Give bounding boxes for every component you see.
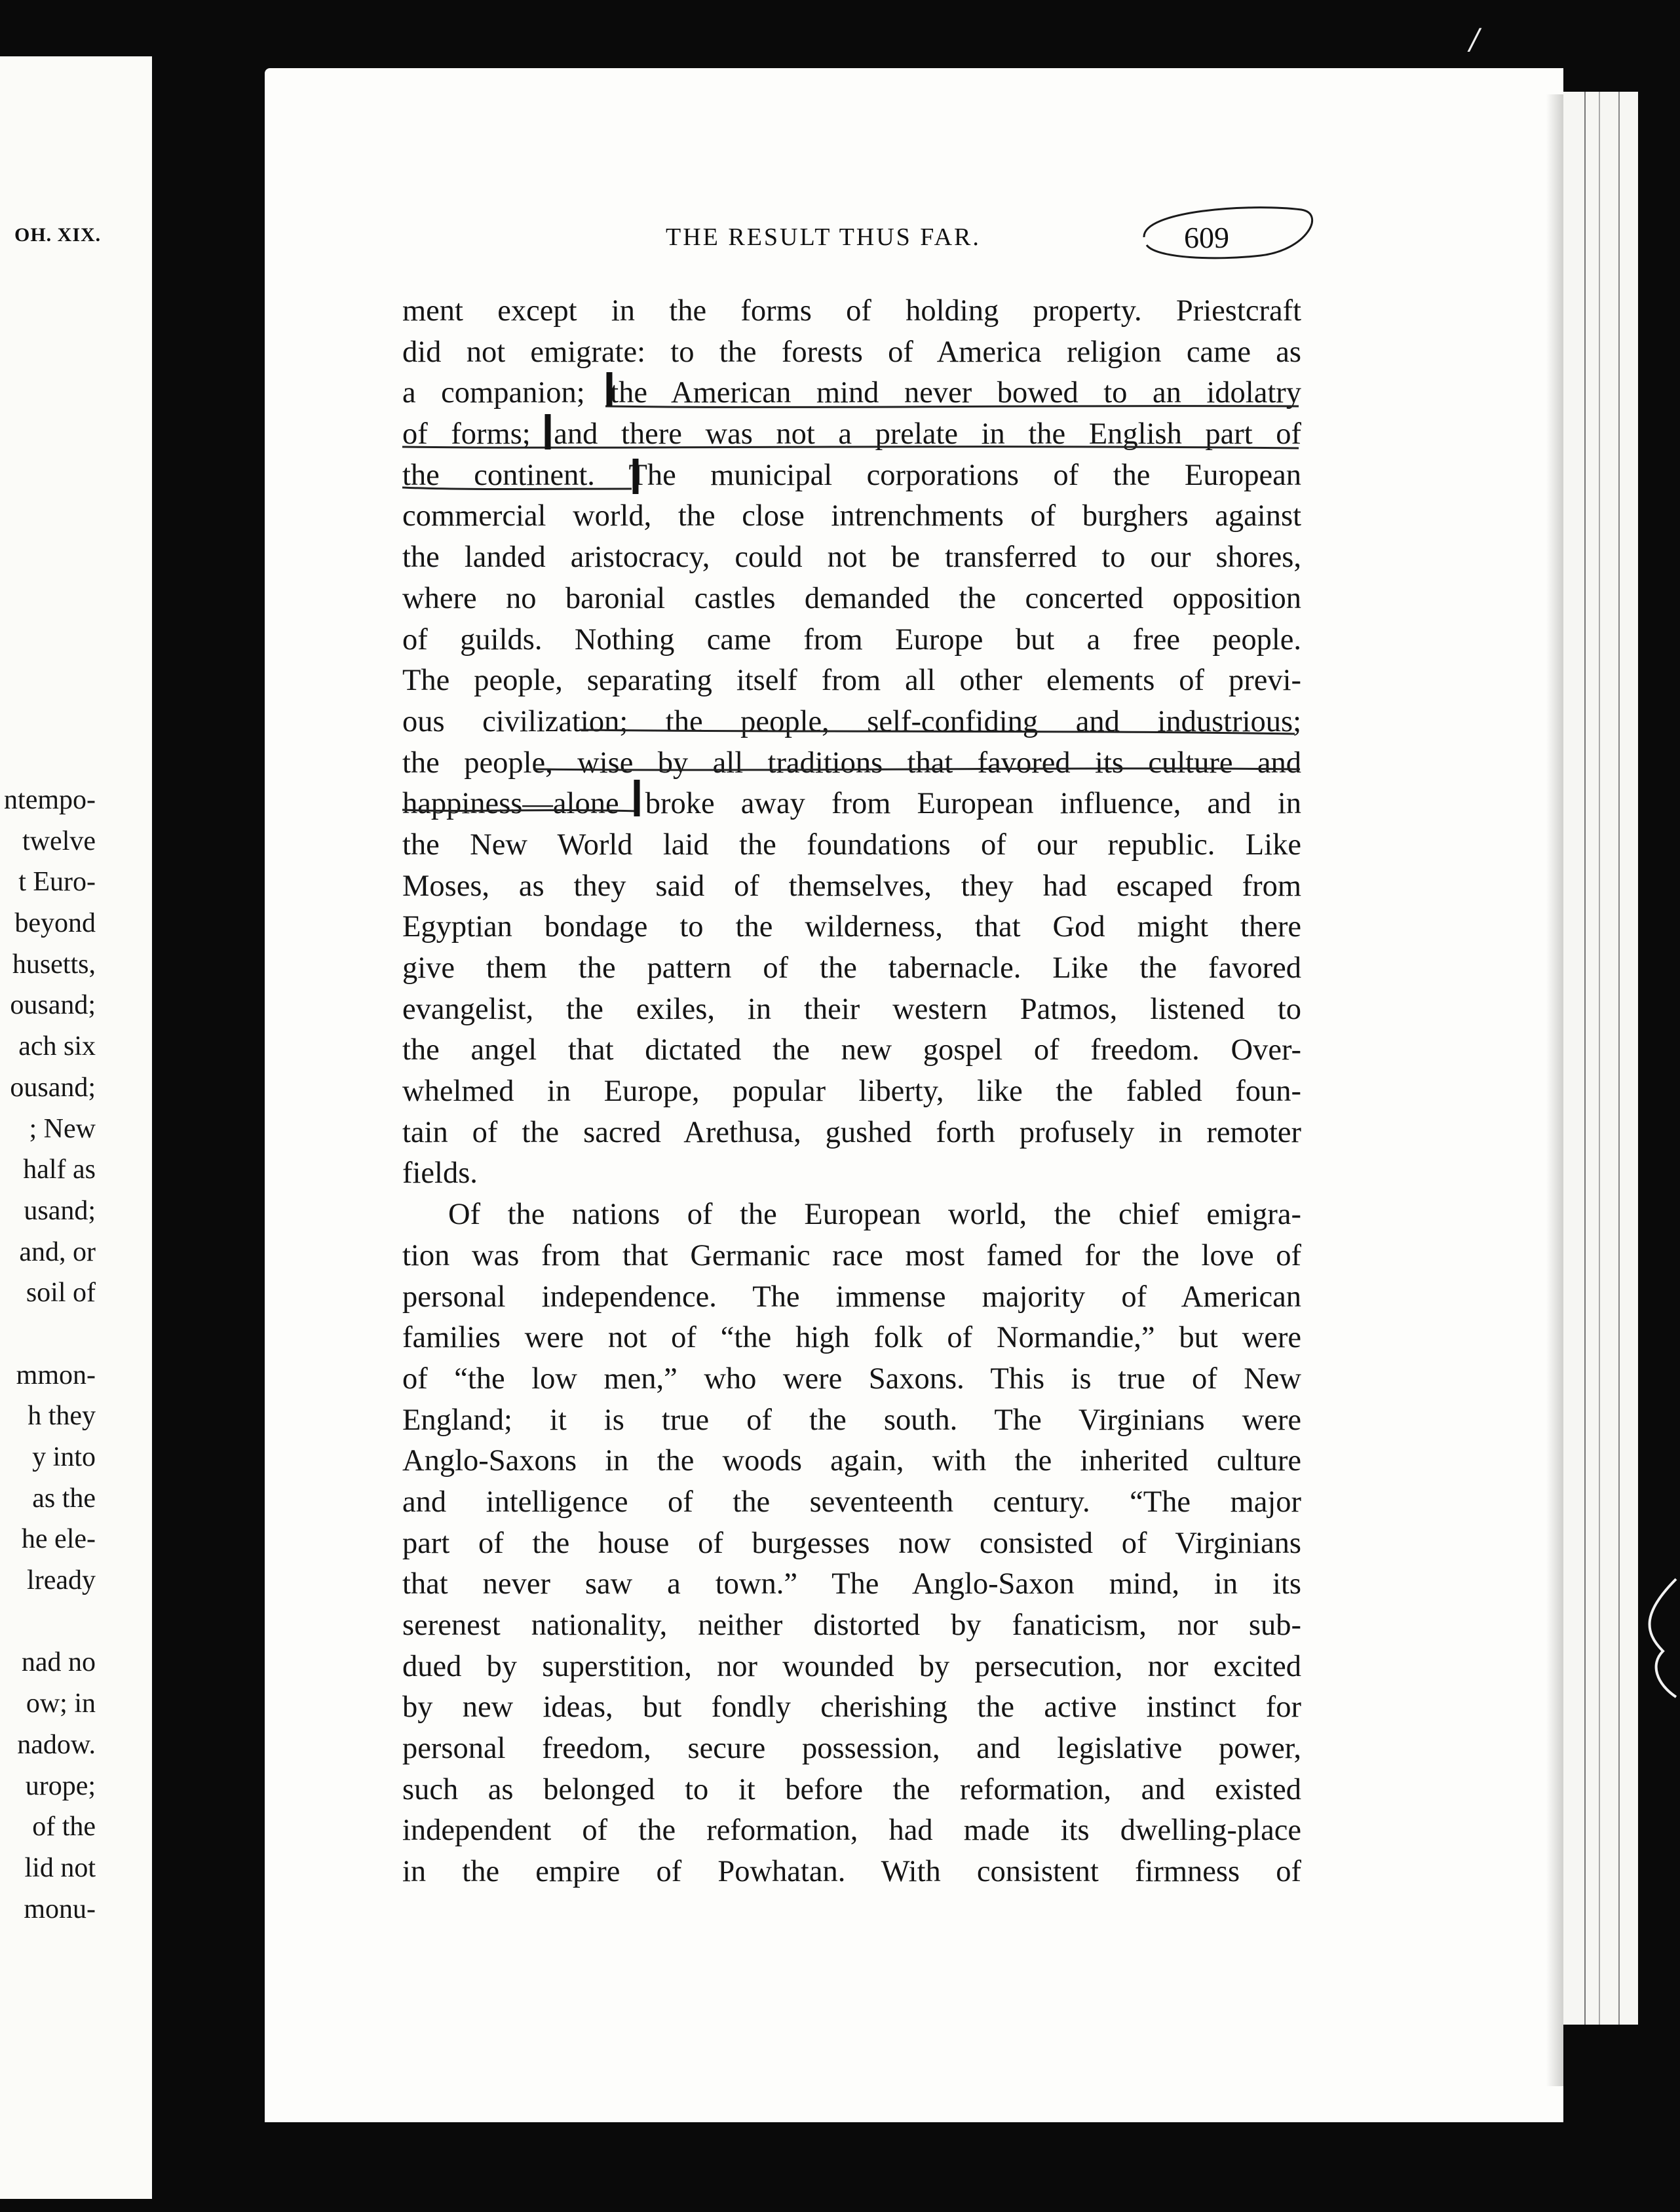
text-line: of forms; and there was not a prelate in the English part of [402, 417, 1301, 451]
left-line: usand; [24, 1195, 96, 1226]
left-line: ousand; [10, 990, 96, 1021]
left-running-head: OH. XIX. [14, 224, 102, 246]
left-line: and, or [19, 1236, 96, 1267]
text-line: England; it is true of the south. The Virginians were [402, 1403, 1301, 1437]
left-line: monu- [24, 1894, 96, 1924]
left-line: he ele- [21, 1524, 96, 1555]
page-edge-shadow [1546, 94, 1563, 2086]
left-line: soil of [26, 1278, 96, 1308]
left-line: as the [32, 1483, 96, 1514]
text-line: commercial world, the close intrenchments of burghers against [402, 499, 1301, 533]
text-line: fields. [402, 1156, 478, 1191]
text-line: and intelligence of the seventeenth century. “The major [402, 1485, 1301, 1519]
left-line: lid not [24, 1852, 96, 1883]
text-line: by new ideas, but fondly cherishing the active instinct for [402, 1690, 1301, 1725]
left-line: ntempo- [4, 785, 96, 815]
left-line: ousand; [10, 1072, 96, 1103]
text-line: personal freedom, secure possession, and legislative power, [402, 1732, 1301, 1766]
left-line: lready [27, 1565, 96, 1596]
text-line: did not emigrate: to the forests of America religion came as [402, 335, 1301, 369]
body-text [402, 291, 1301, 2034]
text-line: independent of the reformation, had made its dwelling-place [402, 1814, 1301, 1848]
left-line: y into [32, 1442, 96, 1472]
left-line: nadow. [17, 1729, 96, 1760]
left-line: h they [28, 1401, 96, 1432]
text-line: tain of the sacred Arethusa, gushed forth profusely in remoter [402, 1115, 1301, 1149]
text-line: in the empire of Powhatan. With consistent firmness of [402, 1855, 1301, 1889]
text-line: of guilds. Nothing came from Europe but a free people. [402, 622, 1301, 657]
text-line: such as belonged to it before the reformation, and existed [402, 1772, 1301, 1806]
text-line: The people, separating itself from all other elements of previ- [402, 664, 1301, 698]
text-line: happiness—alone broke away from European influence, and in [402, 787, 1301, 821]
left-line: nad no [21, 1647, 96, 1678]
previous-page-fragment [0, 56, 152, 2199]
text-line: the continent. The municipal corporations of the European [402, 458, 1301, 492]
text-line: the New World laid the foundations of our republic. Like [402, 828, 1301, 862]
binder-clip-icon [1637, 1573, 1680, 1704]
page-number: 609 [1184, 221, 1229, 254]
left-line: t Euro- [18, 867, 96, 898]
text-line: Of the nations of the European world, the chief emigra- [448, 1198, 1301, 1232]
text-line: evangelist, the exiles, in their western Patmos, listened to [402, 992, 1301, 1026]
text-line: a companion; the American mind never bowed to an idolatry [402, 376, 1301, 410]
text-line: the landed aristocracy, could not be transferred to our shores, [402, 541, 1301, 575]
page-title: THE RESULT THUS FAR. [666, 223, 981, 251]
text-line: families were not of “the high folk of Normandie,” but were [402, 1321, 1301, 1355]
text-line: that never saw a town.” The Anglo-Saxon mind, in its [402, 1567, 1301, 1601]
left-line: ach six [18, 1031, 96, 1062]
text-line: Moses, as they said of themselves, they had escaped from [402, 869, 1301, 903]
text-line: whelmed in Europe, popular liberty, like the fabled foun- [402, 1075, 1301, 1109]
text-line: the angel that dictated the new gospel of freedom. Over- [402, 1033, 1301, 1067]
text-line: dued by superstition, nor wounded by persecution, nor excited [402, 1649, 1301, 1683]
left-line: urope; [25, 1770, 96, 1801]
left-line-gap [4, 1601, 96, 1643]
text-line: where no baronial castles demanded the concerted opposition [402, 581, 1301, 615]
left-line: beyond [14, 908, 96, 939]
text-line: give them the pattern of the tabernacle. Like the favored [402, 951, 1301, 985]
text-line: Egyptian bondage to the wilderness, that God might there [402, 910, 1301, 944]
text-line: personal independence. The immense majority of American [402, 1280, 1301, 1314]
left-line: of the [32, 1812, 96, 1842]
text-line: serenest nationality, neither distorted by fanaticism, nor sub- [402, 1609, 1301, 1642]
text-line: tion was from that Germanic race most famed for the love of [402, 1238, 1301, 1272]
left-line: half as [23, 1154, 96, 1185]
text-line: the people, wise by all traditions that favored its culture and [402, 746, 1301, 780]
book-page [265, 68, 1563, 2122]
running-header [265, 219, 1563, 265]
left-line: mmon- [16, 1360, 96, 1390]
text-line: of “the low men,” who were Saxons. This is true of New [402, 1362, 1301, 1396]
left-line: ow; in [26, 1688, 96, 1719]
left-line: ; New [29, 1113, 96, 1144]
text-line: Anglo-Saxons in the woods again, with the inherited culture [402, 1444, 1301, 1478]
scan-mark: / [1470, 23, 1480, 56]
text-line: ous civilization; the people, self-confiding and industrious; [402, 704, 1301, 738]
left-page-text [4, 780, 96, 1930]
left-line: husetts, [12, 949, 96, 980]
text-line: part of the house of burgesses now consisted of Virginians [402, 1526, 1301, 1560]
left-line: twelve [22, 826, 96, 856]
left-line-gap [4, 1314, 96, 1355]
text-line: ment except in the forms of holding property. Priestcraft [402, 294, 1301, 328]
